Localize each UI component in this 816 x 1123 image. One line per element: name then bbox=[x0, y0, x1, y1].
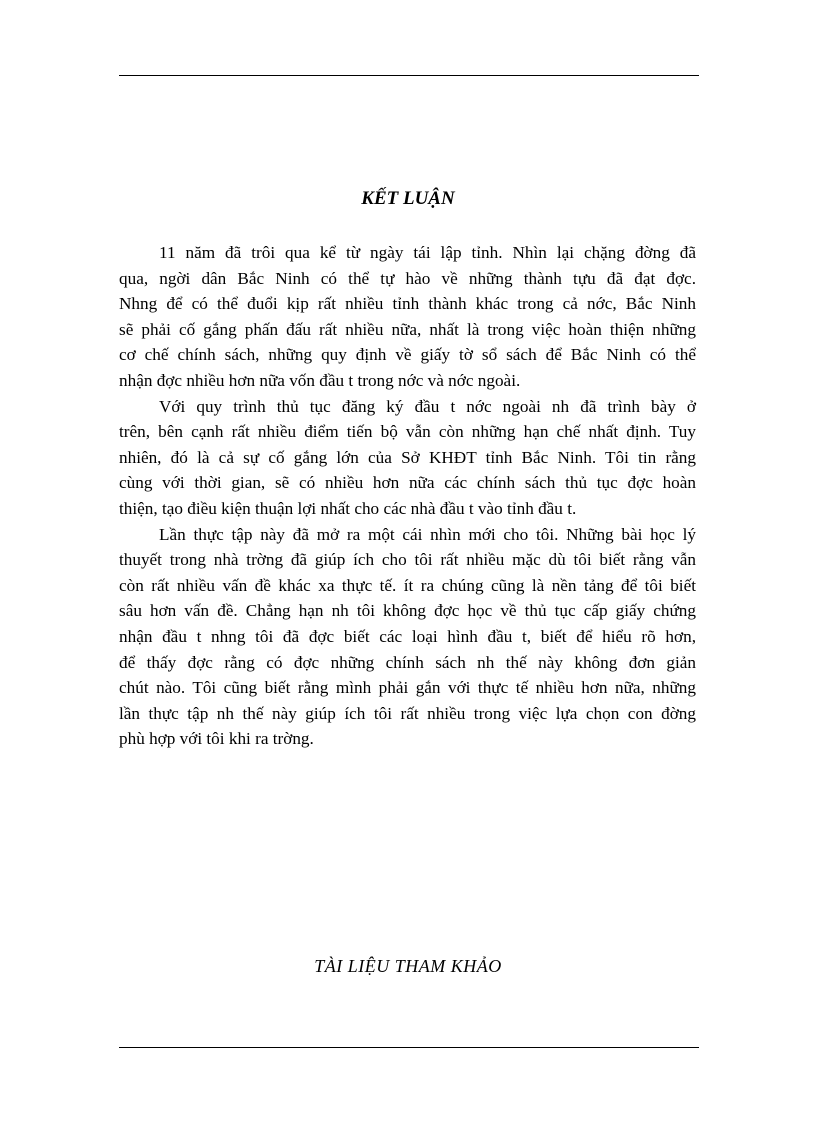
text-line: nhận đầu t nhng tôi đã đợc biết các loại hình đầu t, biết để hiểu rõ hơn, bbox=[119, 626, 696, 646]
text-line: chút nào. Tôi cũng biết rằng mình phải gắn với thực tế nhiều hơn nữa, những bbox=[119, 678, 696, 698]
references-heading: TÀI LIỆU THAM KHẢO bbox=[314, 956, 502, 976]
text-line: qua, ngời dân Bắc Ninh có thể tự hào về những thành tựu đã đạt đợc. bbox=[119, 268, 696, 288]
text-line: phù hợp với tôi khi ra trờng. bbox=[119, 729, 314, 749]
header-rule bbox=[119, 75, 699, 76]
text-line: sâu hơn vấn đề. Chẳng hạn nh tôi không đợc học về thủ tục cấp giấy chứng bbox=[119, 601, 696, 621]
text-line: nhiên, đó là cả sự cố gắng lớn của Sở KHĐT tỉnh Bắc Ninh. Tôi tin rằng bbox=[119, 447, 696, 467]
footer-rule bbox=[119, 1047, 699, 1048]
text-line: để thấy đợc rằng có đợc những chính sách nh thế này không đơn giản bbox=[119, 652, 696, 672]
text-line: cùng với thời gian, sẽ có nhiều hơn nữa các chính sách thủ tục đợc hoàn bbox=[119, 473, 696, 493]
text-line: lần thực tập nh thế này giúp ích tôi rất nhiều trong việc lựa chọn con đờng bbox=[119, 703, 696, 723]
text-line: còn rất nhiều vấn đề khác xa thực tế. ít ra chúng cũng là nền tảng để tôi biết bbox=[119, 575, 696, 595]
text-line: Lần thực tập này đã mở ra một cái nhìn mới cho tôi. Những bài học lý bbox=[159, 524, 696, 544]
paragraph-3 bbox=[119, 522, 696, 752]
conclusion-body bbox=[119, 240, 696, 752]
text-line: sẽ phải cố gắng phấn đấu rất nhiều nữa, nhất là trong việc hoàn thiện những bbox=[119, 319, 696, 339]
text-line: thiện, tạo điều kiện thuận lợi nhất cho các nhà đầu t vào tỉnh đầu t. bbox=[119, 498, 577, 518]
text-line: cơ chế chính sách, những quy định về giấy tờ sổ sách để Bắc Ninh có thể bbox=[119, 345, 696, 365]
text-line: trên, bên cạnh rất nhiều điểm tiến bộ vẫn còn những hạn chế nhất định. Tuy bbox=[119, 422, 696, 442]
conclusion-heading: KẾT LUẬN bbox=[361, 188, 455, 209]
text-line: Nhng để có thể đuổi kịp rất nhiều tỉnh thành khác trong cả nớc, Bắc Ninh bbox=[119, 294, 696, 314]
text-line: thuyết trong nhà trờng đã giúp ích cho tôi rất nhiều mặc dù tôi biết rằng vẫn bbox=[119, 550, 696, 570]
text-line: nhận đợc nhiều hơn nữa vốn đầu t trong nớc và nớc ngoài. bbox=[119, 370, 521, 390]
text-line: 11 năm đã trôi qua kể từ ngày tái lập tỉnh. Nhìn lại chặng đờng đã bbox=[159, 243, 696, 262]
paragraph-1 bbox=[119, 240, 696, 394]
text-line: Với quy trình thủ tục đăng ký đầu t nớc ngoài nh đã trình bày ở bbox=[159, 396, 696, 416]
paragraph-2 bbox=[119, 394, 696, 522]
